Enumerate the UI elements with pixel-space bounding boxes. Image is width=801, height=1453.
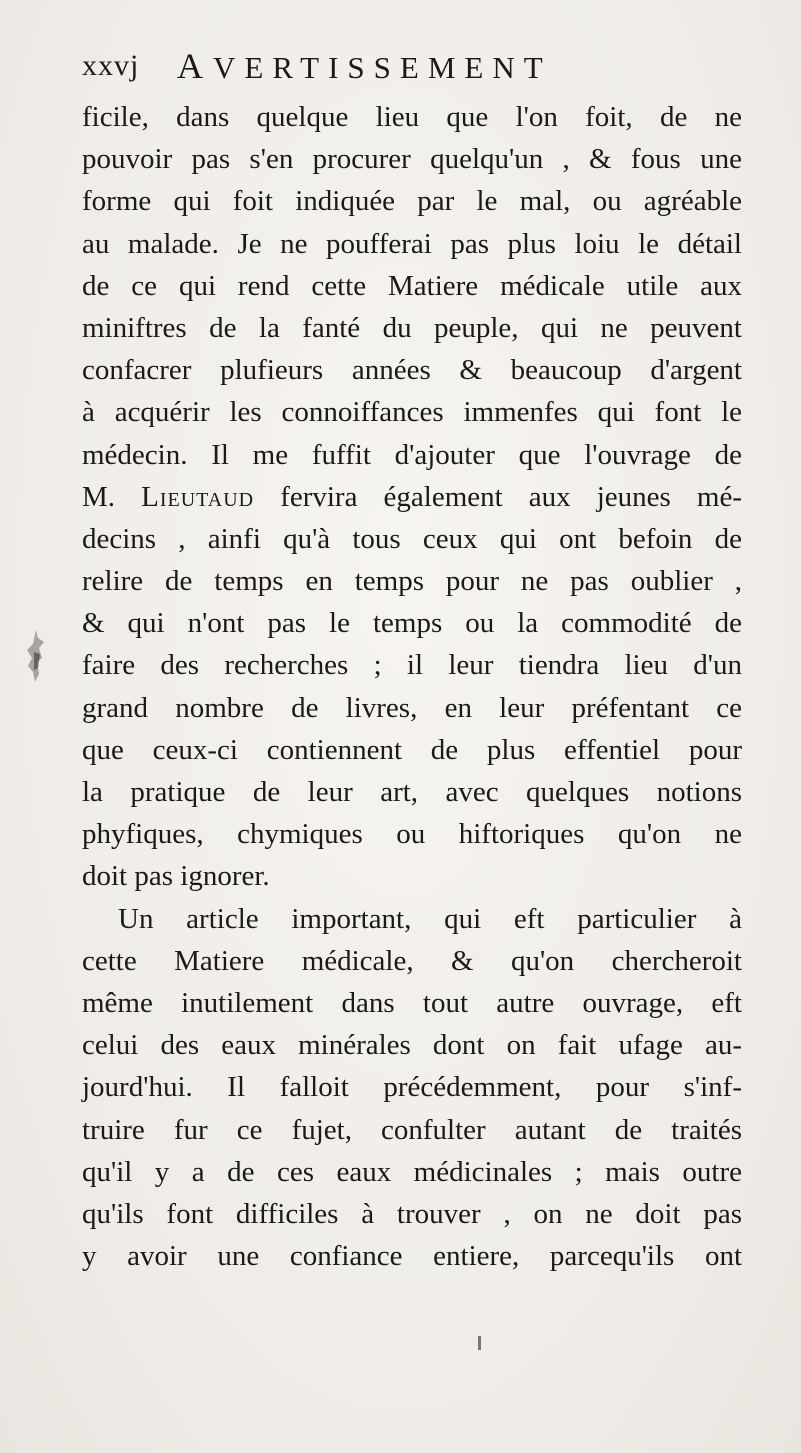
text-line: forme qui foit indiquée par le mal, ou agréable xyxy=(82,185,742,218)
text-line: confacrer plufieurs années & beaucoup d'argent xyxy=(82,354,742,387)
line-suffix: fervira également aux jeunes mé- xyxy=(254,480,742,513)
text-line-paragraph-end: doit pas ignorer. xyxy=(82,860,270,893)
text-line-paragraph-start: Un article important, qui eft particulier à xyxy=(118,902,742,935)
running-title-rest: VERTISSEMENT xyxy=(213,50,552,85)
running-title xyxy=(177,46,552,88)
text-line: phyfiques, chymiques ou hiftoriques qu'on ne xyxy=(82,818,742,851)
text-line: la pratique de leur art, avec quelques notions xyxy=(82,776,742,808)
text-line: cette Matiere médicale, & qu'on chercheroit xyxy=(82,944,742,977)
text-line: decins , ainfi qu'à tous ceux qui ont befoin de xyxy=(82,522,742,555)
text-line: & qui n'ont pas le temps ou la commodité de xyxy=(82,607,742,640)
text-line: ficile, dans quelque lieu que l'on foit, de ne xyxy=(82,101,742,133)
text-line: au malade. Je ne poufferai pas plus loiu le détail xyxy=(82,227,742,260)
running-title-initial: A xyxy=(177,46,213,86)
text-line: que ceux-ci contiennent de plus effentiel pour xyxy=(82,733,742,766)
text-line: truire fur ce fujet, confulter autant de traités xyxy=(82,1113,742,1146)
text-line: pouvoir pas s'en procurer quelqu'un , & fous une xyxy=(82,143,742,176)
text-line: de ce qui rend cette Matiere médicale utile aux xyxy=(82,269,742,302)
text-line: qu'ils font difficiles à trouver , on ne doit pas xyxy=(82,1197,742,1230)
running-header xyxy=(82,46,742,86)
text-line: faire des recherches ; il leur tiendra lieu d'un xyxy=(82,649,742,682)
author-name: Lieutaud xyxy=(141,480,255,513)
text-line: relire de temps en temps pour ne pas oublier , xyxy=(82,565,742,598)
text-line: y avoir une confiance entiere, parcequ'ils ont xyxy=(82,1240,742,1273)
page-number: xxvj xyxy=(82,49,140,82)
text-line: à acquérir les connoiffances immenfes qui font le xyxy=(82,396,742,429)
line-prefix: M. xyxy=(82,480,142,513)
text-line: médecin. Il me fuffit d'ajouter que l'ouvrage de xyxy=(82,438,742,471)
text-line: miniftres de la fanté du peuple, qui ne peuvent xyxy=(82,311,742,344)
text-line: même inutilement dans tout autre ouvrage, eft xyxy=(82,986,742,1019)
text-line-with-author xyxy=(82,476,742,518)
text-line: grand nombre de livres, en leur préfentant ce xyxy=(82,691,742,724)
body-text xyxy=(82,96,742,1277)
text-line: celui des eaux minérales dont on fait ufage au- xyxy=(82,1029,742,1062)
margin-stain-mark xyxy=(22,628,50,684)
text-line: jourd'hui. Il falloit précédemment, pour s'inf- xyxy=(82,1071,742,1104)
text-line: qu'il y a de ces eaux médicinales ; mais outre xyxy=(82,1155,742,1188)
printer-mark xyxy=(478,1336,481,1350)
